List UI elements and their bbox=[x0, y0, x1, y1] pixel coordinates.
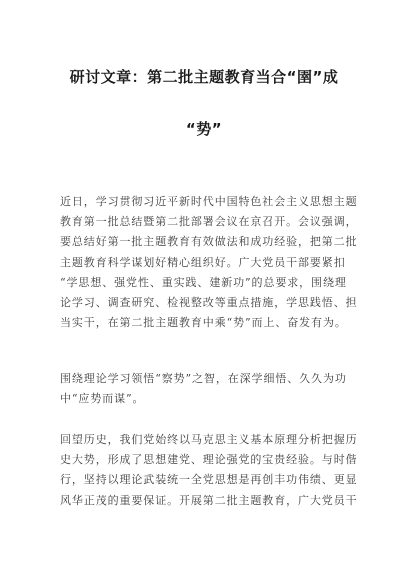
paragraph-intro bbox=[60, 192, 360, 333]
paragraph-line: 围绕理论学习领悟“察势”之智，在深学细悟、久久为功 bbox=[60, 372, 347, 385]
paragraph-history bbox=[60, 430, 360, 511]
paragraph-line: 主题教育科学谋划好精心组织好。广大党员干部要紧扣 bbox=[60, 255, 346, 269]
paragraph-line: 近日，学习贯彻习近平新时代中国特色社会主义思想主题 bbox=[60, 195, 358, 208]
paragraph-line: 行，坚持以理论武装统一全党思想是再创丰功伟绩、更显 bbox=[60, 473, 358, 487]
paragraph-line: 要总结好第一批主题教育有效做法和成功经验，把第二批 bbox=[60, 235, 358, 249]
paragraph-line: 教育第一批总结暨第二批部署会议在京召开。会议强调， bbox=[60, 215, 358, 229]
paragraph-line: 论学习、调查研究、检视整改等重点措施，学思践悟、担 bbox=[60, 296, 358, 310]
paragraph-line: 回望历史，我们党始终以马克思主义基本原理分析把握历 bbox=[60, 433, 358, 446]
paragraph-line: 风华正茂的重要保证。开展第二批主题教育，广大党员干 bbox=[60, 493, 358, 507]
paragraph-section-heading bbox=[60, 369, 360, 409]
paragraph-line: 中“应势而谋”。 bbox=[60, 392, 145, 406]
paragraph-line: 史大势，形成了思想建党、理论强党的宝贵经验。与时偕 bbox=[60, 453, 358, 467]
paragraph-line: “学思想、强党性、重实践、建新功”的总要求，围绕理 bbox=[60, 275, 347, 289]
document-title-line-1: 研讨文章：第二批主题教育当合“圉”成 bbox=[69, 68, 339, 86]
paragraph-line: 当实干，在第二批主题教育中乘“势”而上、奋发有为。 bbox=[60, 316, 347, 330]
document-title-line-2: “势” bbox=[185, 120, 223, 138]
